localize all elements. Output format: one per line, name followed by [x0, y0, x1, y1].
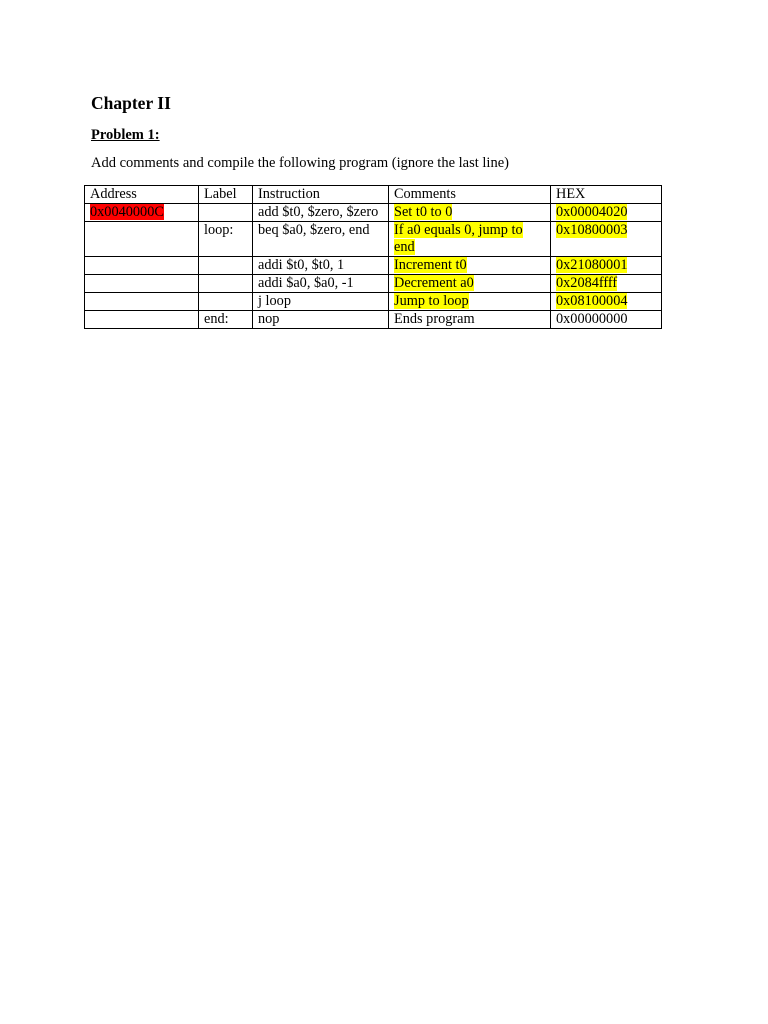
address-cell [85, 293, 199, 311]
address-value: 0x0040000C [90, 204, 164, 220]
address-cell [85, 222, 199, 257]
header-hex: HEX [551, 186, 662, 204]
address-cell [85, 204, 199, 222]
hex-cell [551, 293, 662, 311]
hex-value: 0x21080001 [556, 257, 628, 273]
header-address: Address [85, 186, 199, 204]
comments-cell [389, 275, 551, 293]
hex-value: 0x10800003 [556, 222, 628, 238]
comments-cell [389, 293, 551, 311]
hex-value: 0x2084ffff [556, 275, 618, 291]
address-cell [85, 257, 199, 275]
comment-value: Decrement a0 [394, 275, 474, 291]
hex-cell [551, 257, 662, 275]
instructions-text: Add comments and compile the following program (ignore the last line) [91, 155, 509, 171]
header-label: Label [199, 186, 253, 204]
instruction-cell: beq $a0, $zero, end [253, 222, 389, 257]
address-cell [85, 311, 199, 329]
comments-cell: Ends program [389, 311, 551, 329]
address-cell [85, 275, 199, 293]
comment-value: If a0 equals 0, jump to end [394, 222, 523, 255]
table-row [85, 311, 662, 329]
hex-cell: 0x00000000 [551, 311, 662, 329]
hex-cell [551, 222, 662, 257]
comments-cell [389, 222, 551, 257]
label-cell [199, 275, 253, 293]
instruction-cell: j loop [253, 293, 389, 311]
table-row [85, 222, 662, 257]
comments-cell [389, 204, 551, 222]
hex-value: 0x00004020 [556, 204, 628, 220]
instruction-cell: nop [253, 311, 389, 329]
chapter-title: Chapter II [91, 93, 171, 113]
instruction-cell: addi $a0, $a0, -1 [253, 275, 389, 293]
comment-value: Increment t0 [394, 257, 467, 273]
table-header-row [85, 186, 662, 204]
header-comments: Comments [389, 186, 551, 204]
hex-cell [551, 204, 662, 222]
problem-heading: Problem 1: [91, 127, 160, 143]
comment-value: Jump to loop [394, 293, 469, 309]
header-instruction: Instruction [253, 186, 389, 204]
program-table [84, 185, 662, 329]
table-row [85, 257, 662, 275]
instruction-cell: add $t0, $zero, $zero [253, 204, 389, 222]
hex-cell [551, 275, 662, 293]
label-cell: end: [199, 311, 253, 329]
label-cell [199, 293, 253, 311]
table-row [85, 204, 662, 222]
table-row [85, 293, 662, 311]
hex-value: 0x08100004 [556, 293, 628, 309]
table-row [85, 275, 662, 293]
label-cell: loop: [199, 222, 253, 257]
comment-value: Set t0 to 0 [394, 204, 453, 220]
label-cell [199, 257, 253, 275]
label-cell [199, 204, 253, 222]
comments-cell [389, 257, 551, 275]
instruction-cell: addi $t0, $t0, 1 [253, 257, 389, 275]
